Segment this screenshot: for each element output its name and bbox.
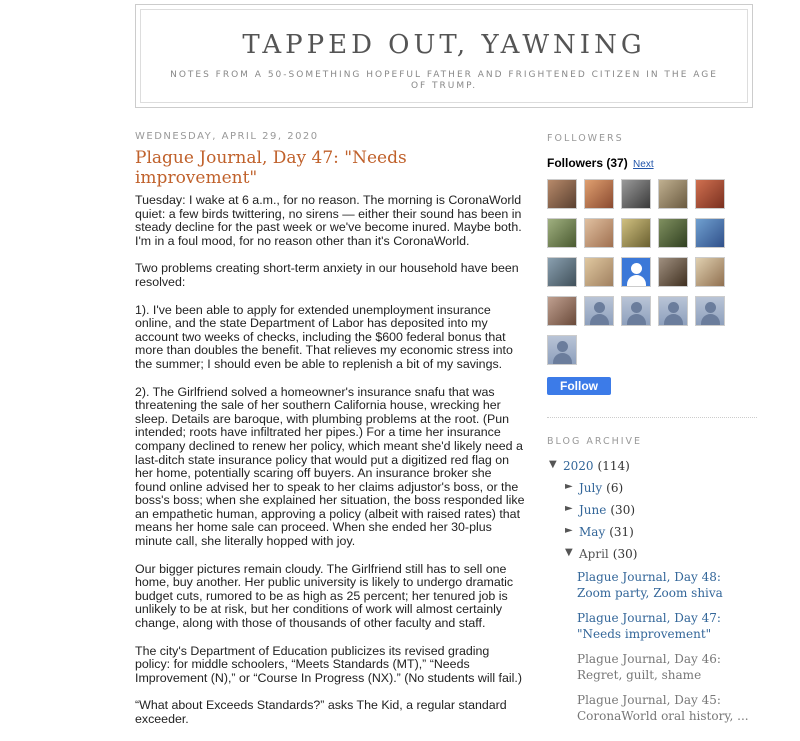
blog-archive [547,459,757,724]
post-paragraph: Tuesday: I wake at 6 a.m., for no reason. The morning is CoronaWorld quiet: a few birds twittering, no sirens — either their sound has been in steady decline for the past week or we've become inured. Maybe both. I'm in a foul mood, for no reason other than it's CoronaWorld. [135,193,522,248]
follower-avatars [547,179,757,365]
follower-avatar[interactable] [621,218,651,248]
archive-month-link[interactable]: April [579,547,609,561]
archive-month-april [565,547,757,561]
archive-month-link[interactable]: July [579,481,603,495]
post-date: WEDNESDAY, APRIL 29, 2020 [135,131,319,142]
expand-toggle-icon[interactable]: ► [565,481,573,492]
post-body [135,194,525,727]
blog-title[interactable]: TAPPED OUT, YAWNING [242,30,646,60]
follower-avatar-default[interactable] [584,296,614,326]
archive-year-count: (114) [597,459,630,473]
followers-label: Followers (37) [547,156,628,170]
follower-avatar[interactable] [584,218,614,248]
archive-month-count: (6) [606,481,624,495]
follower-avatar-default[interactable] [695,296,725,326]
archive-month-count: (30) [610,503,636,517]
post-paragraph: The city's Department of Education publicizes its revised grading policy: for middle schoolers, “Meets Standards (MT),” “Needs Improvement (N),” or “Course In Progress (NX).” (No students will fail.) [135,643,522,685]
archive-month-july [565,481,757,495]
follower-avatar[interactable] [621,179,651,209]
blog-description: NOTES FROM A 50-SOMETHING HOPEFUL FATHER AND FRIGHTENED CITIZEN IN THE AGE OF TRUMP. [170,70,718,91]
post-paragraph: “What about Exceeds Standards?” asks The Kid, a regular standard exceeder. [135,698,507,726]
follower-avatar-default[interactable] [547,335,577,365]
follower-avatar-default-blue[interactable] [621,257,651,287]
post-column [135,127,525,741]
blog-header-inner [140,9,748,103]
follower-avatar[interactable] [547,218,577,248]
archive-month-link[interactable]: May [579,525,606,539]
archive-post-link[interactable]: Plague Journal, Day 46: Regret, guilt, shame [577,652,721,682]
archive-heading: BLOG ARCHIVE [547,436,643,447]
follower-avatar[interactable] [658,218,688,248]
follower-avatar[interactable] [547,296,577,326]
sidebar-divider [547,417,757,418]
archive-year-2020 [549,459,757,473]
follower-avatar[interactable] [658,179,688,209]
post-paragraph: Two problems creating short-term anxiety in our household have been resolved: [135,261,519,289]
follower-avatar-default[interactable] [621,296,651,326]
april-posts-list [577,569,757,724]
expand-toggle-icon[interactable]: ► [565,503,573,514]
post-title[interactable]: Plague Journal, Day 47: "Needs improvement" [135,148,407,188]
expand-toggle-icon[interactable]: ► [565,525,573,536]
post-paragraph: 1). I've been able to apply for extended unemployment insurance online, and the state Department of Labor has deposited into my account two weeks of checks, including the $600 federal bonus that more than doubles the benefit. That relieves my economic stress into the summer; I should even be able to replenish a bit of my savings. [135,302,513,371]
followers-heading: FOLLOWERS [547,133,624,144]
follower-avatar[interactable] [547,257,577,287]
post-paragraph: Our bigger pictures remain cloudy. The Girlfriend still has to sell one home, buy another. Her public university is likely to undergo dramatic budget cuts, rumored to be as high as 25 percent; her tenured job is unlikely to be at risk, but her conditions of work will almost certainly change, along with those of thousands of other faculty and staff. [135,561,514,631]
archive-post-link[interactable]: Plague Journal, Day 48: Zoom party, Zoom shiva [577,570,723,600]
follow-button[interactable]: Follow [547,377,611,395]
post-paragraph: 2). The Girlfriend solved a homeowner's insurance snafu that was threatening the sale of her southern California house, wrecking her sleep. Details are baroque, with plumbing problems at the root. (Pun intended; roots have infiltrated her pipes.) For a time her insurance company declined to renew her policy, which meant she'd likely need a last-ditch state insurance policy that would put a digitized red flag on her home, potentially scaring off buyers. An insurance broker she found online advised her to speak to her claims adjustor's boss, or the boss's boss; when she explained her situation, the boss responded like an empathetic human, approving a policy (albeit with raised rates) that means her home sale can proceed. When she ended her 30-plus minute call, she literally hopped with joy. [135,384,525,549]
follower-avatar-default[interactable] [658,296,688,326]
archive-post-link[interactable]: Plague Journal, Day 47: "Needs improvement" [577,611,721,641]
follower-avatar[interactable] [584,179,614,209]
sidebar [547,127,757,733]
follower-avatar[interactable] [695,257,725,287]
followers-count [547,156,757,170]
archive-month-link[interactable]: June [579,503,607,517]
blog-header [135,4,753,108]
archive-year-link[interactable]: 2020 [563,459,594,473]
followers-next-link[interactable]: Next [633,159,654,170]
archive-month-may [565,525,757,539]
archive-month-count: (30) [612,547,638,561]
archive-post-link[interactable]: Plague Journal, Day 45: CoronaWorld oral history, ... [577,693,749,723]
follower-avatar[interactable] [547,179,577,209]
follower-avatar[interactable] [584,257,614,287]
follower-avatar[interactable] [658,257,688,287]
archive-month-june [565,503,757,517]
follower-avatar[interactable] [695,179,725,209]
collapse-toggle-icon[interactable]: ▼ [549,459,557,470]
archive-month-count: (31) [609,525,634,539]
follower-avatar[interactable] [695,218,725,248]
collapse-toggle-icon[interactable]: ▼ [565,547,573,558]
